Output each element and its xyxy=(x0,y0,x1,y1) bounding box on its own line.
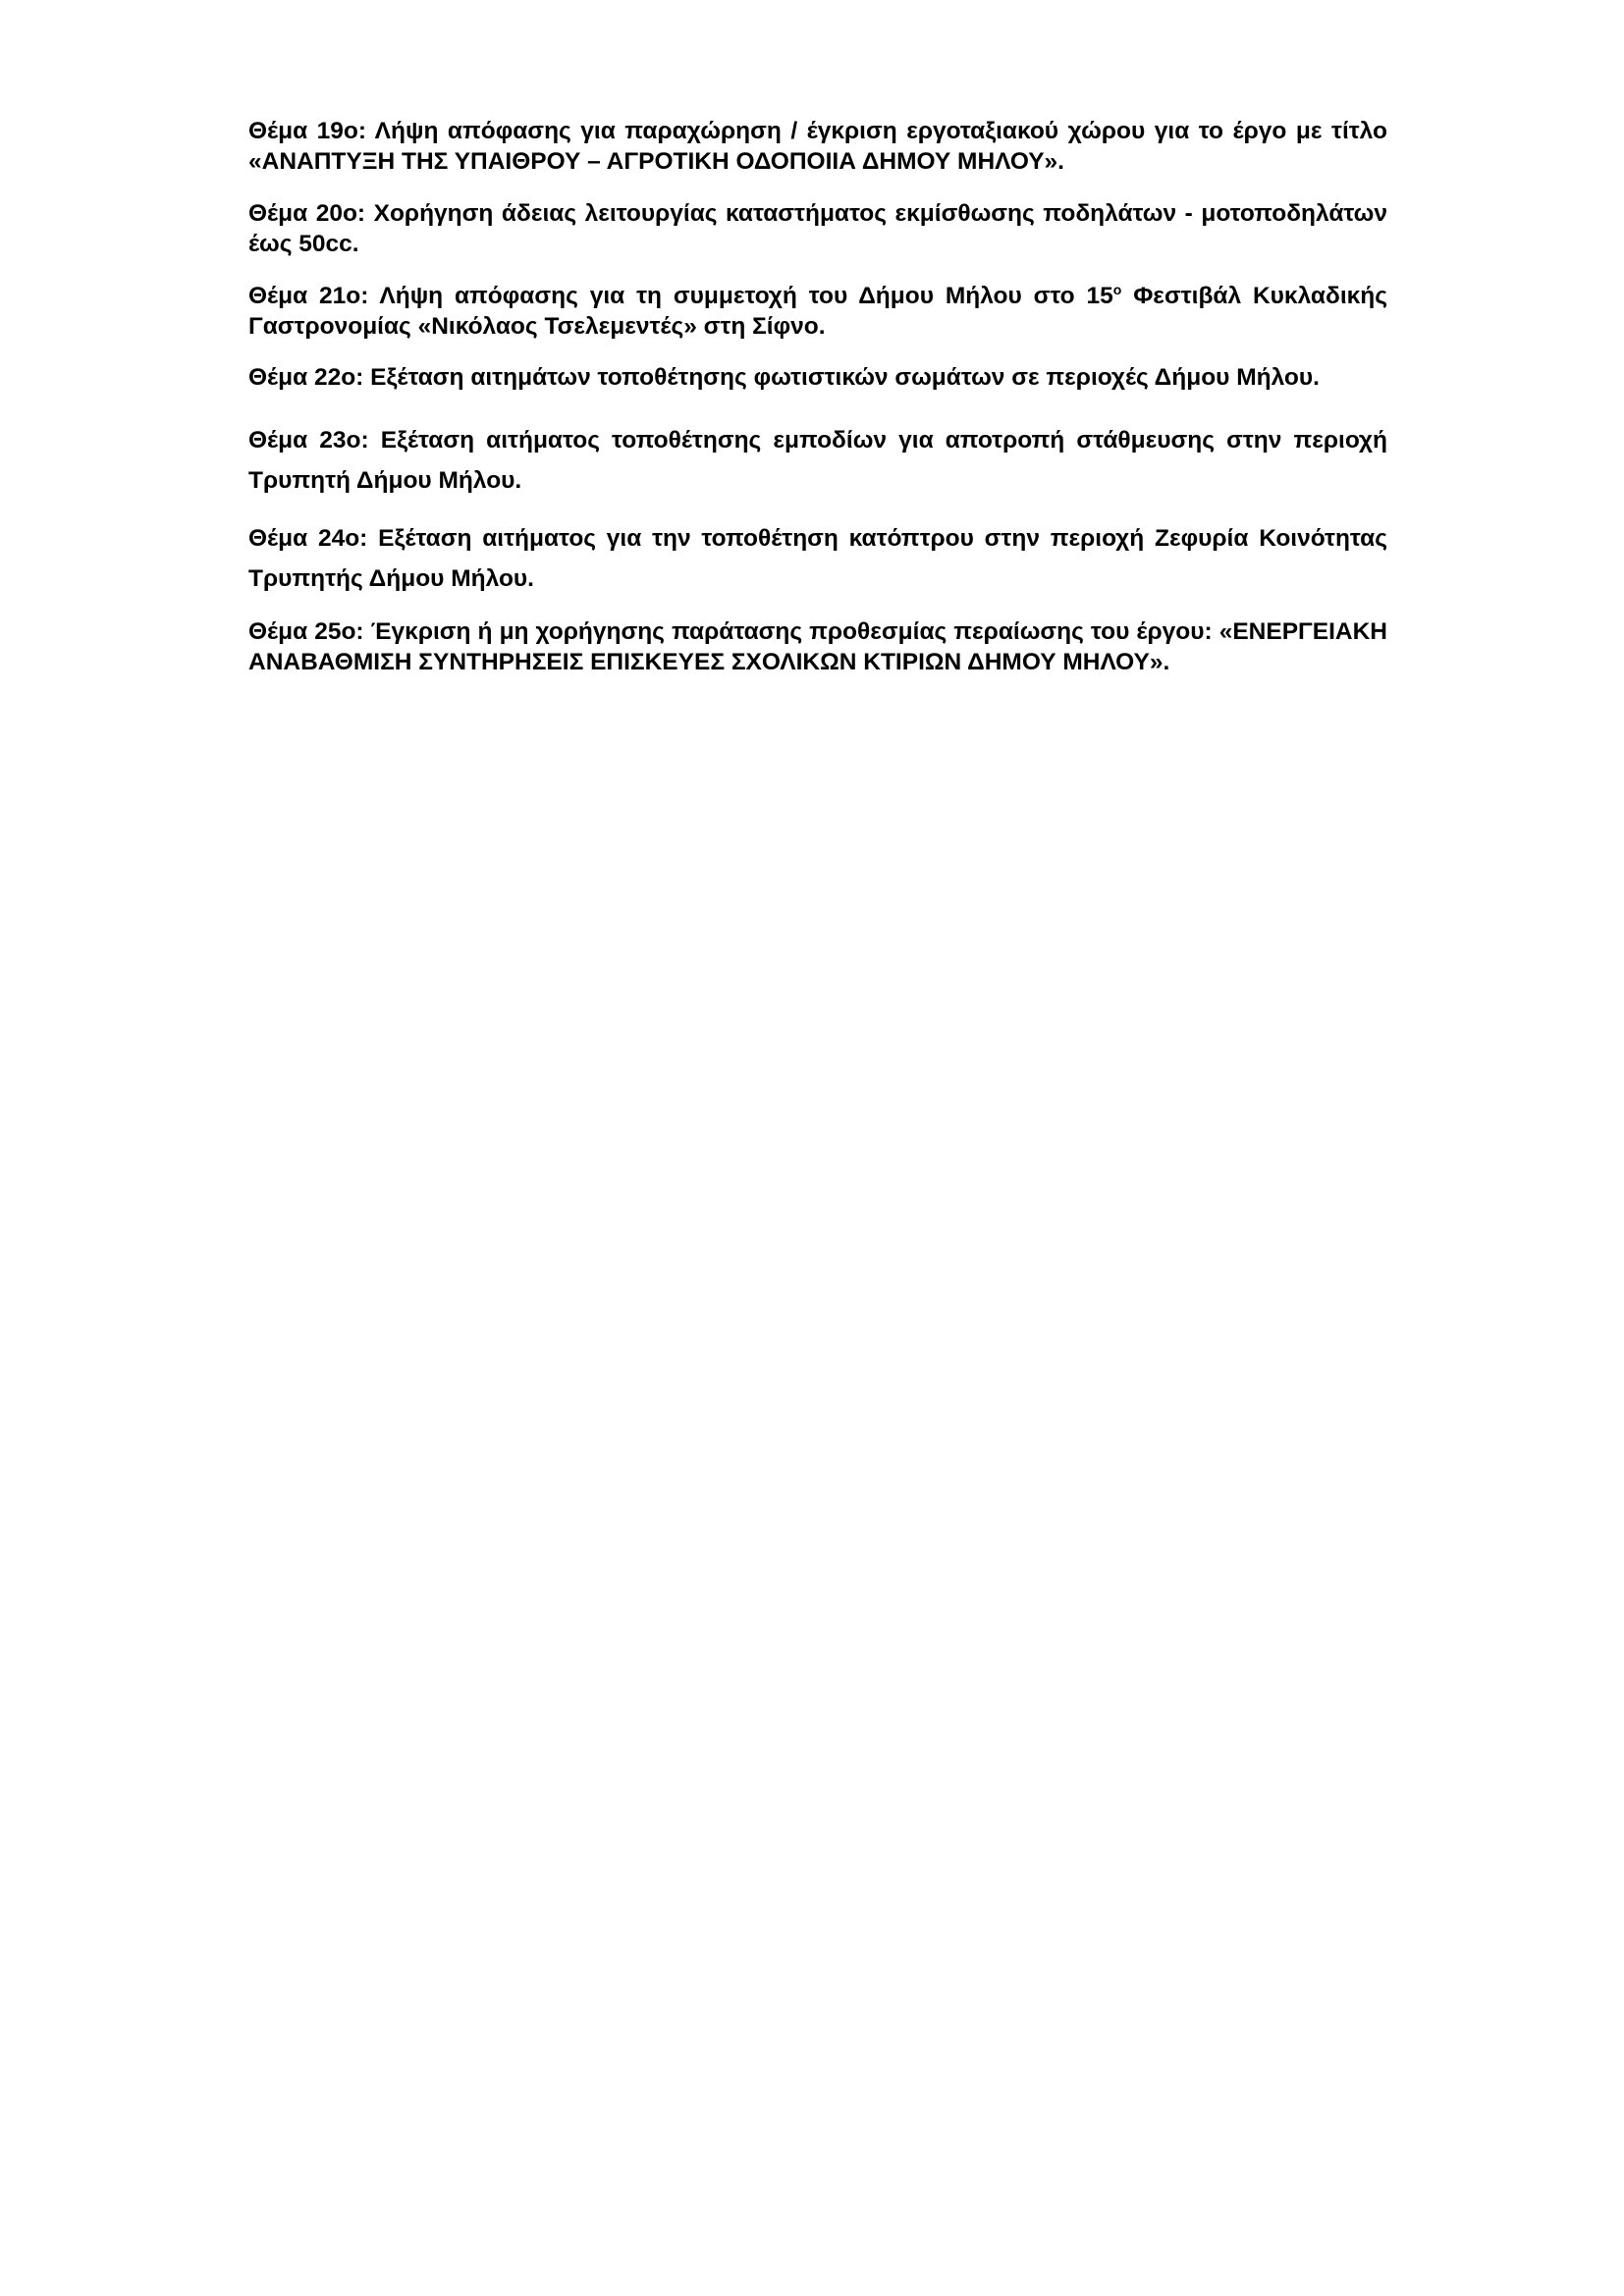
agenda-item-22 xyxy=(248,362,1387,393)
agenda-item-25 xyxy=(248,616,1387,677)
agenda-item-label: Θέμα 24ο: xyxy=(248,525,368,552)
agenda-item-text xyxy=(248,283,1387,340)
agenda-item-label: Θέμα 19ο: xyxy=(248,118,367,144)
agenda-item-label: Θέμα 25ο: xyxy=(248,618,364,645)
agenda-item-20 xyxy=(248,198,1387,259)
agenda-item-text: Έγκριση ή μη χορήγησης παράτασης προθεσμίας περαίωσης του έργου: «ΕΝΕΡΓΕΙΑΚΗ ΑΝΑΒΑΘΜΙΣΗ ΣΥΝΤΗΡΗΣΕΙΣ ΕΠΙΣΚΕΥΕΣ ΣΧΟΛΙΚΩΝ ΚΤΙΡΙΩΝ ΔΗΜΟΥ ΜΗΛΟΥ». xyxy=(248,618,1387,675)
agenda-item-23 xyxy=(248,420,1387,501)
agenda-list xyxy=(248,116,1387,677)
agenda-item-label: Θέμα 21ο: xyxy=(248,283,369,309)
agenda-item-text: Εξέταση αιτημάτων τοποθέτησης φωτιστικών σωμάτων σε περιοχές Δήμου Μήλου. xyxy=(363,364,1320,391)
agenda-item-text-part: Λήψη απόφασης για τη συμμετοχή του Δήμου Μήλου στο 15 xyxy=(368,283,1113,309)
agenda-item-text: Λήψη απόφασης για παραχώρηση / έγκριση εργοταξιακού χώρου για το έργο με τίτλο «ΑΝΑΠΤΥΞΗ ΤΗΣ ΥΠΑΙΘΡΟΥ – ΑΓΡΟΤΙΚΗ ΟΔΟΠΟΙΙΑ ΔΗΜΟΥ ΜΗΛΟΥ». xyxy=(248,118,1387,175)
agenda-item-21 xyxy=(248,281,1387,342)
ordinal-superscript: ο xyxy=(1112,281,1122,297)
agenda-item-text: Χορήγηση άδειας λειτουργίας καταστήματος εκμίσθωσης ποδηλάτων - μοτοποδηλάτων έως 50cc. xyxy=(248,200,1387,257)
agenda-item-label: Θέμα 22ο: xyxy=(248,364,364,391)
agenda-item-text: Εξέταση αιτήματος τοποθέτησης εμποδίων για αποτροπή στάθμευσης στην περιοχή Τρυπητή Δήμου Μήλου. xyxy=(248,427,1387,494)
agenda-item-label: Θέμα 20ο: xyxy=(248,200,366,227)
agenda-item-24 xyxy=(248,518,1387,599)
agenda-item-text: Εξέταση αιτήματος για την τοποθέτηση κατόπτρου στην περιοχή Ζεφυρία Κοινότητας Τρυπητής Δήμου Μήλου. xyxy=(248,525,1387,592)
agenda-item-text-part: Φεστιβάλ Κυκλαδικής Γαστρονομίας «Νικόλαος Τσελεμεντές» στη Σίφνο. xyxy=(248,283,1387,340)
agenda-item-label: Θέμα 23ο: xyxy=(248,427,369,454)
agenda-item-19 xyxy=(248,116,1387,177)
